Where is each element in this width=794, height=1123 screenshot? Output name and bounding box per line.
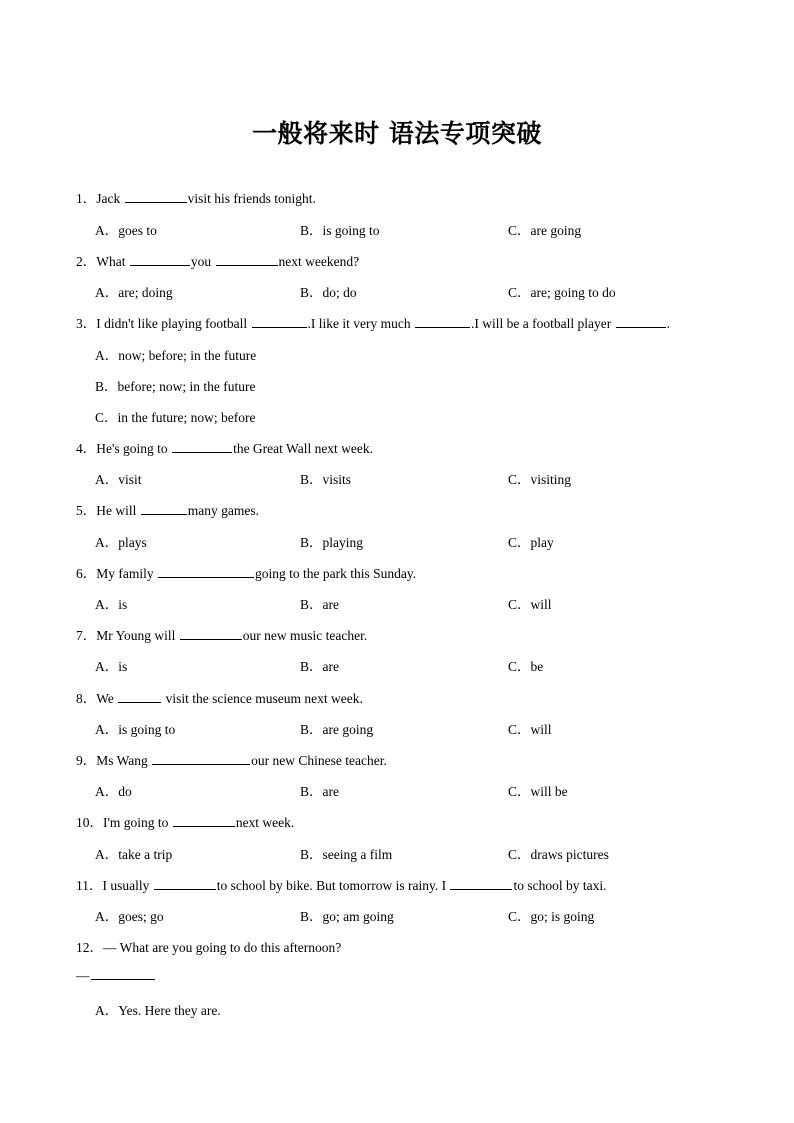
question-text: We <box>96 691 118 706</box>
answer-line <box>76 967 156 984</box>
question-text: I usually <box>102 878 153 893</box>
question-text: He's going to <box>96 441 172 456</box>
question-text: . <box>666 316 670 331</box>
option-b[interactable]: B．are going <box>300 722 374 737</box>
option-b[interactable]: B．do; do <box>300 285 357 300</box>
question-text: I didn't like playing football <box>96 316 251 331</box>
option-a[interactable]: A．do <box>95 784 132 799</box>
question-text: Jack <box>96 191 124 206</box>
answer-blank[interactable] <box>172 440 232 453</box>
question-4 <box>76 437 373 457</box>
question-number: 10． <box>76 815 103 830</box>
question-number: 1． <box>76 191 97 206</box>
option-b[interactable]: B．go; am going <box>300 909 394 924</box>
answer-blank[interactable] <box>415 315 470 328</box>
question-text: our new Chinese teacher. <box>251 753 387 768</box>
question-text: .I will be a football player <box>471 316 615 331</box>
answer-blank[interactable] <box>173 814 235 827</box>
answer-blank[interactable] <box>141 502 187 515</box>
option-c[interactable]: C．play <box>508 535 554 550</box>
option-b[interactable]: B．is going to <box>300 223 380 238</box>
question-2 <box>76 250 359 270</box>
answer-blank[interactable] <box>158 565 254 578</box>
question-text: next week. <box>235 815 295 830</box>
question-text: visit his friends tonight. <box>187 191 316 206</box>
answer-blank[interactable] <box>154 877 216 890</box>
dash: — <box>76 968 90 983</box>
answer-blank[interactable] <box>91 967 155 980</box>
question-12 <box>76 936 341 956</box>
question-text: you <box>190 254 215 269</box>
question-7 <box>76 624 367 644</box>
question-9 <box>76 749 387 769</box>
option-b[interactable]: B．seeing a film <box>300 847 393 862</box>
option-b[interactable]: B．are <box>300 597 339 612</box>
option-b[interactable]: B．playing <box>300 535 363 550</box>
answer-blank[interactable] <box>216 253 278 266</box>
option-a[interactable]: A．take a trip <box>95 847 173 862</box>
option-c[interactable]: C．will <box>508 722 552 737</box>
option-a[interactable]: A．visit <box>95 472 142 487</box>
option-a[interactable]: A．is <box>95 659 128 674</box>
option-c[interactable]: C．are; going to do <box>508 285 616 300</box>
answer-blank[interactable] <box>152 752 250 765</box>
option-a[interactable]: A．goes to <box>95 223 157 238</box>
option-c[interactable]: C．draws pictures <box>508 847 609 862</box>
question-11 <box>76 874 606 894</box>
option-b[interactable]: B．are <box>300 659 339 674</box>
option-c[interactable]: C．will be <box>508 784 568 799</box>
answer-blank[interactable] <box>130 253 190 266</box>
question-number: 4． <box>76 441 97 456</box>
question-text: visit the science museum next week. <box>162 691 363 706</box>
question-5 <box>76 499 259 519</box>
question-1 <box>76 187 316 207</box>
answer-blank[interactable] <box>118 690 161 703</box>
question-number: 5． <box>76 503 97 518</box>
question-text: Mr Young will <box>96 628 179 643</box>
option-c[interactable]: C．in the future; now; before <box>95 410 256 425</box>
option-c[interactable]: C．visiting <box>508 472 572 487</box>
question-text: to school by bike. But tomorrow is rainy. I <box>216 878 450 893</box>
question-8 <box>76 687 363 707</box>
question-text: .I like it very much <box>307 316 415 331</box>
option-c[interactable]: C．are going <box>508 223 582 238</box>
question-text: My family <box>96 566 157 581</box>
question-text: going to the park this Sunday. <box>255 566 417 581</box>
question-text: He will <box>96 503 140 518</box>
option-a[interactable]: A．is <box>95 597 128 612</box>
question-text: Ms Wang <box>96 753 152 768</box>
question-number: 2． <box>76 254 97 269</box>
question-text: next weekend? <box>278 254 360 269</box>
question-10 <box>76 811 294 831</box>
option-a[interactable]: A．is going to <box>95 722 176 737</box>
question-number: 9． <box>76 753 97 768</box>
page-title: 一般将来时 语法专项突破 <box>252 119 542 148</box>
question-text: many games. <box>187 503 259 518</box>
question-number: 8． <box>76 691 97 706</box>
question-text: What <box>96 254 129 269</box>
option-a[interactable]: A．are; doing <box>95 285 173 300</box>
option-a[interactable]: A．plays <box>95 535 147 550</box>
option-c[interactable]: C．be <box>508 659 544 674</box>
option-b[interactable]: B．visits <box>300 472 352 487</box>
question-number: 6． <box>76 566 97 581</box>
question-number: 12． <box>76 940 103 955</box>
question-number: 7． <box>76 628 97 643</box>
answer-blank[interactable] <box>125 190 187 203</box>
answer-blank[interactable] <box>180 627 242 640</box>
question-number: 11． <box>76 878 103 893</box>
question-text: I'm going to <box>103 815 172 830</box>
answer-blank[interactable] <box>450 877 512 890</box>
answer-blank[interactable] <box>616 315 666 328</box>
option-c[interactable]: C．will <box>508 597 552 612</box>
option-c[interactable]: C．go; is going <box>508 909 595 924</box>
option-a[interactable]: A．Yes. Here they are. <box>95 1003 221 1018</box>
question-3 <box>76 312 670 332</box>
question-text: to school by taxi. <box>513 878 607 893</box>
option-a[interactable]: A．goes; go <box>95 909 164 924</box>
question-text: the Great Wall next week. <box>233 441 374 456</box>
option-b[interactable]: B．are <box>300 784 339 799</box>
question-6 <box>76 562 416 582</box>
option-a[interactable]: A．now; before; in the future <box>95 348 257 363</box>
option-b[interactable]: B．before; now; in the future <box>95 379 256 394</box>
question-text: — What are you going to do this afternoon? <box>103 940 342 955</box>
question-number: 3． <box>76 316 97 331</box>
question-text: our new music teacher. <box>242 628 368 643</box>
answer-blank[interactable] <box>252 315 307 328</box>
